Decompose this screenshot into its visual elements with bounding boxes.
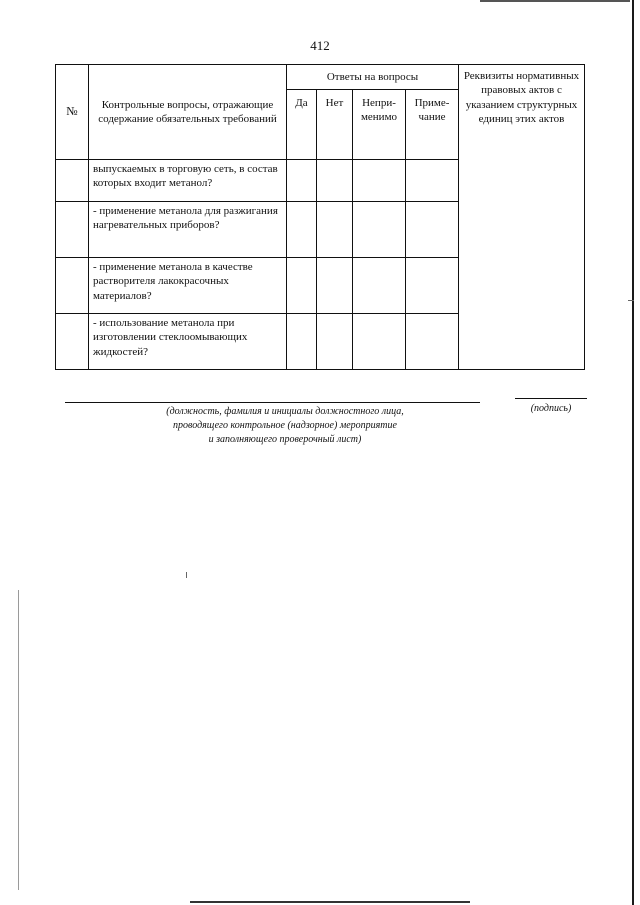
answer-not-applicable-cell[interactable] xyxy=(353,258,406,314)
page-number: 412 xyxy=(310,38,330,53)
answer-note-cell[interactable] xyxy=(406,258,459,314)
question-cell: - использование метанола при изготовлении стеклоомывающих жидкостей? xyxy=(89,314,287,370)
header-no: № xyxy=(56,65,89,160)
question-cell: выпускаемых в торговую сеть, в состав которых входит метанол? xyxy=(89,160,287,202)
row-number-cell xyxy=(56,314,89,370)
answer-not-applicable-cell[interactable] xyxy=(353,202,406,258)
header-answer-not-applicable: Непри- менимо xyxy=(353,90,406,160)
header-answers-group: Ответы на вопросы xyxy=(287,65,459,90)
row-number-cell xyxy=(56,160,89,202)
header-answer-no: Нет xyxy=(317,90,353,160)
official-signature-line[interactable] xyxy=(65,402,480,403)
official-caption: (должность, фамилия и инициалы должностного лица, проводящего контрольное (надзорное) мероприятие и заполняющего проверочный лист) xyxy=(166,406,404,445)
scan-edge-bottom xyxy=(190,901,470,903)
header-row xyxy=(56,65,585,90)
answer-yes-cell[interactable] xyxy=(287,314,317,370)
row-number-cell xyxy=(56,202,89,258)
answer-not-applicable-cell[interactable] xyxy=(353,160,406,202)
scan-edge-left xyxy=(18,590,19,890)
answer-yes-cell[interactable] xyxy=(287,160,317,202)
answer-no-cell[interactable] xyxy=(317,314,353,370)
answer-note-cell[interactable] xyxy=(406,314,459,370)
scan-edge-top xyxy=(480,0,630,2)
checklist-table xyxy=(55,64,585,370)
answer-note-cell[interactable] xyxy=(406,160,459,202)
answer-note-cell[interactable] xyxy=(406,202,459,258)
answer-not-applicable-cell[interactable] xyxy=(353,314,406,370)
question-cell: - применение метанола для разжигания нагревательных приборов? xyxy=(89,202,287,258)
row-number-cell xyxy=(56,258,89,314)
signature-caption: (подпись) xyxy=(530,403,572,414)
answer-yes-cell[interactable] xyxy=(287,202,317,258)
question-cell: - применение метанола в качестве растворителя лакокрасочных материалов? xyxy=(89,258,287,314)
answer-no-cell[interactable] xyxy=(317,202,353,258)
header-questions: Контрольные вопросы, отражающие содержание обязательных требований xyxy=(89,65,287,160)
answer-yes-cell[interactable] xyxy=(287,258,317,314)
answer-no-cell[interactable] xyxy=(317,258,353,314)
header-answer-note: Приме- чание xyxy=(406,90,459,160)
signature-line[interactable] xyxy=(515,398,587,399)
answer-no-cell[interactable] xyxy=(317,160,353,202)
header-requisites: Реквизиты нормативных правовых актов с указанием структурных единиц этих актов xyxy=(459,65,585,370)
header-answer-yes: Да xyxy=(287,90,317,160)
scan-speck xyxy=(628,300,634,301)
scan-speck xyxy=(186,572,187,578)
scan-edge-right xyxy=(632,0,634,905)
